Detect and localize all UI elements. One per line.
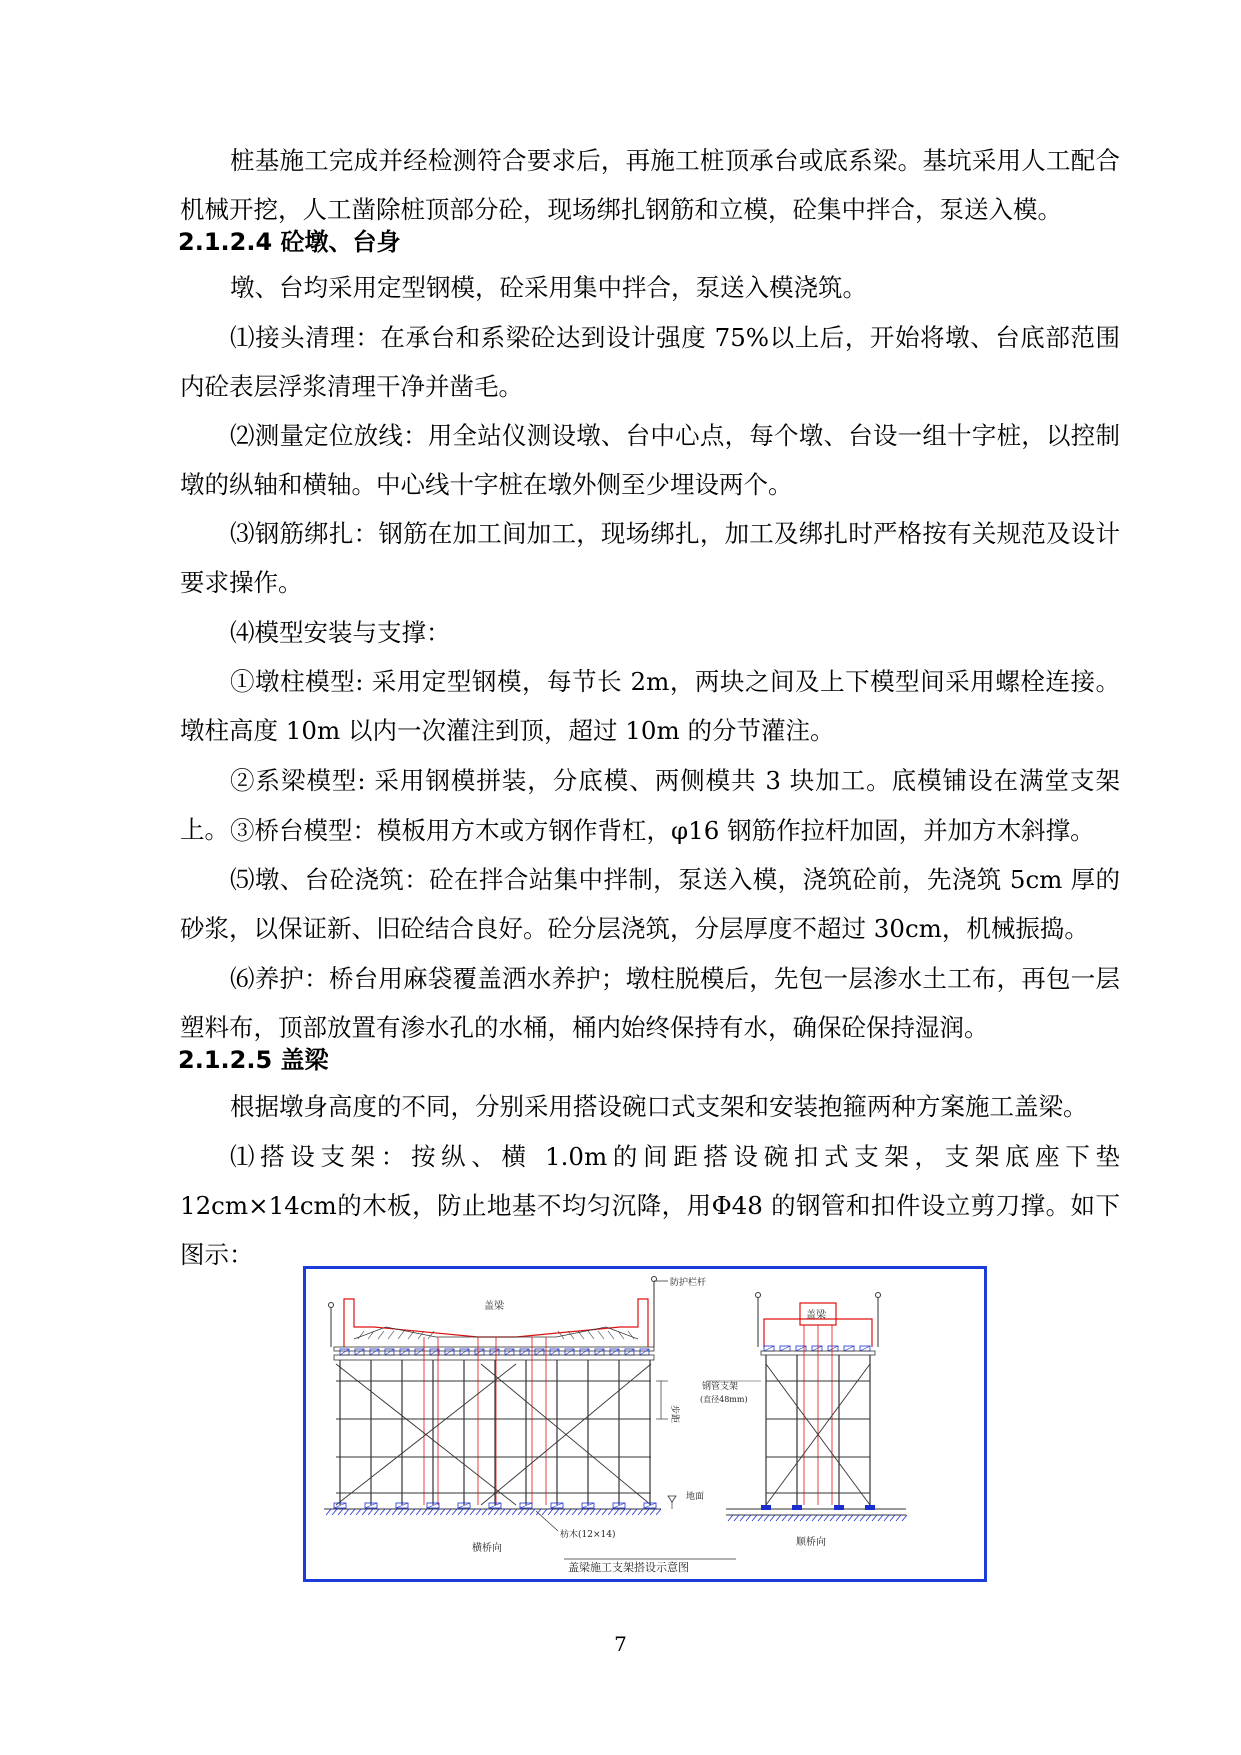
paragraph-concrete-pouring: ⑸墩、台砼浇筑：砼在拌合站集中拌制，泵送入模，浇筑砼前，先浇筑 5cm 厚的砂浆，以保证新、旧砼结合良好。砼分层浇筑，分层厚度不超过 30cm，机械振捣。 [180, 865, 1120, 943]
figure-caption: 盖梁施工支架搭设示意图 [568, 1561, 689, 1574]
heading-pier-abutment: 2.1.2.4 砼墩、台身 [178, 228, 401, 256]
paragraph-steel-formwork: 墩、台均采用定型钢模，砼采用集中拌合，泵送入模浇筑。 [230, 273, 867, 302]
pipe-diameter-label: (直径48mm) [700, 1395, 748, 1404]
paragraph-curing: ⑹养护：桥台用麻袋覆盖洒水养护；墩柱脱模后，先包一层渗水土工布，再包一层塑料布，顶部放置有渗水孔的水桶，桶内始终保持有水，确保砼保持湿润。 [180, 964, 1120, 1042]
paragraph-formwork-install: ⑷模型安装与支撑： [230, 618, 451, 647]
scaffold-diagram [303, 1266, 987, 1582]
pipe-support-label: 钢管支架 [702, 1382, 739, 1392]
paragraph-rebar-binding: ⑶钢筋绑扎：钢筋在加工间加工，现场绑扎，加工及绑扎时严格按有关规范及设计要求操作。 [180, 519, 1120, 597]
heading-cap-beam: 2.1.2.5 盖梁 [178, 1046, 329, 1074]
timber-label: 枋木(12×14) [560, 1530, 616, 1540]
paragraph-joint-cleaning: ⑴接头清理：在承台和系梁砼达到设计强度 75%以上后，开始将墩、台底部范围内砼表层浮浆清理干净并凿毛。 [180, 323, 1120, 401]
step-label: 步距 [669, 1405, 679, 1424]
ground-label: 地面 [686, 1492, 705, 1502]
transverse-label: 横桥向 [472, 1543, 502, 1554]
cap-beam-label-left: 盖梁 [484, 1301, 504, 1312]
paragraph-tie-beam-form: ②系梁模型: 采用钢模拼装，分底模、两侧模共 3 块加工。底模铺设在满堂支架上。 [180, 766, 1120, 844]
paragraph-pile-cap: 桩基施工完成并经检测符合要求后，再施工桩顶承台或底系梁。基坑采用人工配合机械开挖，人工凿除桩顶部分砼，现场绑扎钢筋和立模，砼集中拌合，泵送入模。 [180, 146, 1120, 224]
paragraph-survey-layout: ⑵测量定位放线：用全站仪测设墩、台中心点，每个墩、台设一组十字桩，以控制墩的纵轴和横轴。中心线十字桩在墩外侧至少埋设两个。 [180, 421, 1120, 499]
paragraph-abutment-form: ③桥台模型：模板用方木或方钢作背杠，φ16 钢筋作拉杆加固，并加方木斜撑。 [230, 816, 1095, 845]
page-number: 7 [614, 1632, 627, 1656]
paragraph-column-form: ①墩柱模型: 采用定型钢模，每节长 2m，两块之间及上下模型间采用螺栓连接。墩柱高度 10m 以内一次灌注到顶，超过 10m 的分节灌注。 [180, 667, 1120, 745]
guardrail-label: 防护栏杆 [670, 1278, 707, 1288]
transverse-view [324, 1277, 676, 1532]
paragraph-cap-beam-methods: 根据墩身高度的不同，分别采用搭设碗口式支架和安装抱箍两种方案施工盖梁。 [230, 1092, 1088, 1121]
longitudinal-view [706, 1293, 907, 1522]
paragraph-scaffold-setup: ⑴搭设支架：按纵、横 1.0m的间距搭设碗扣式支架，支架底座下垫 12cm×14cm的木板，防止地基不均匀沉降，用Φ48 的钢管和扣件设立剪刀撑。如下图示： [180, 1142, 1120, 1269]
longitudinal-label: 顺桥向 [796, 1537, 826, 1548]
scaffold-drawing [306, 1269, 984, 1579]
cap-beam-label-right: 盖梁 [806, 1310, 826, 1321]
